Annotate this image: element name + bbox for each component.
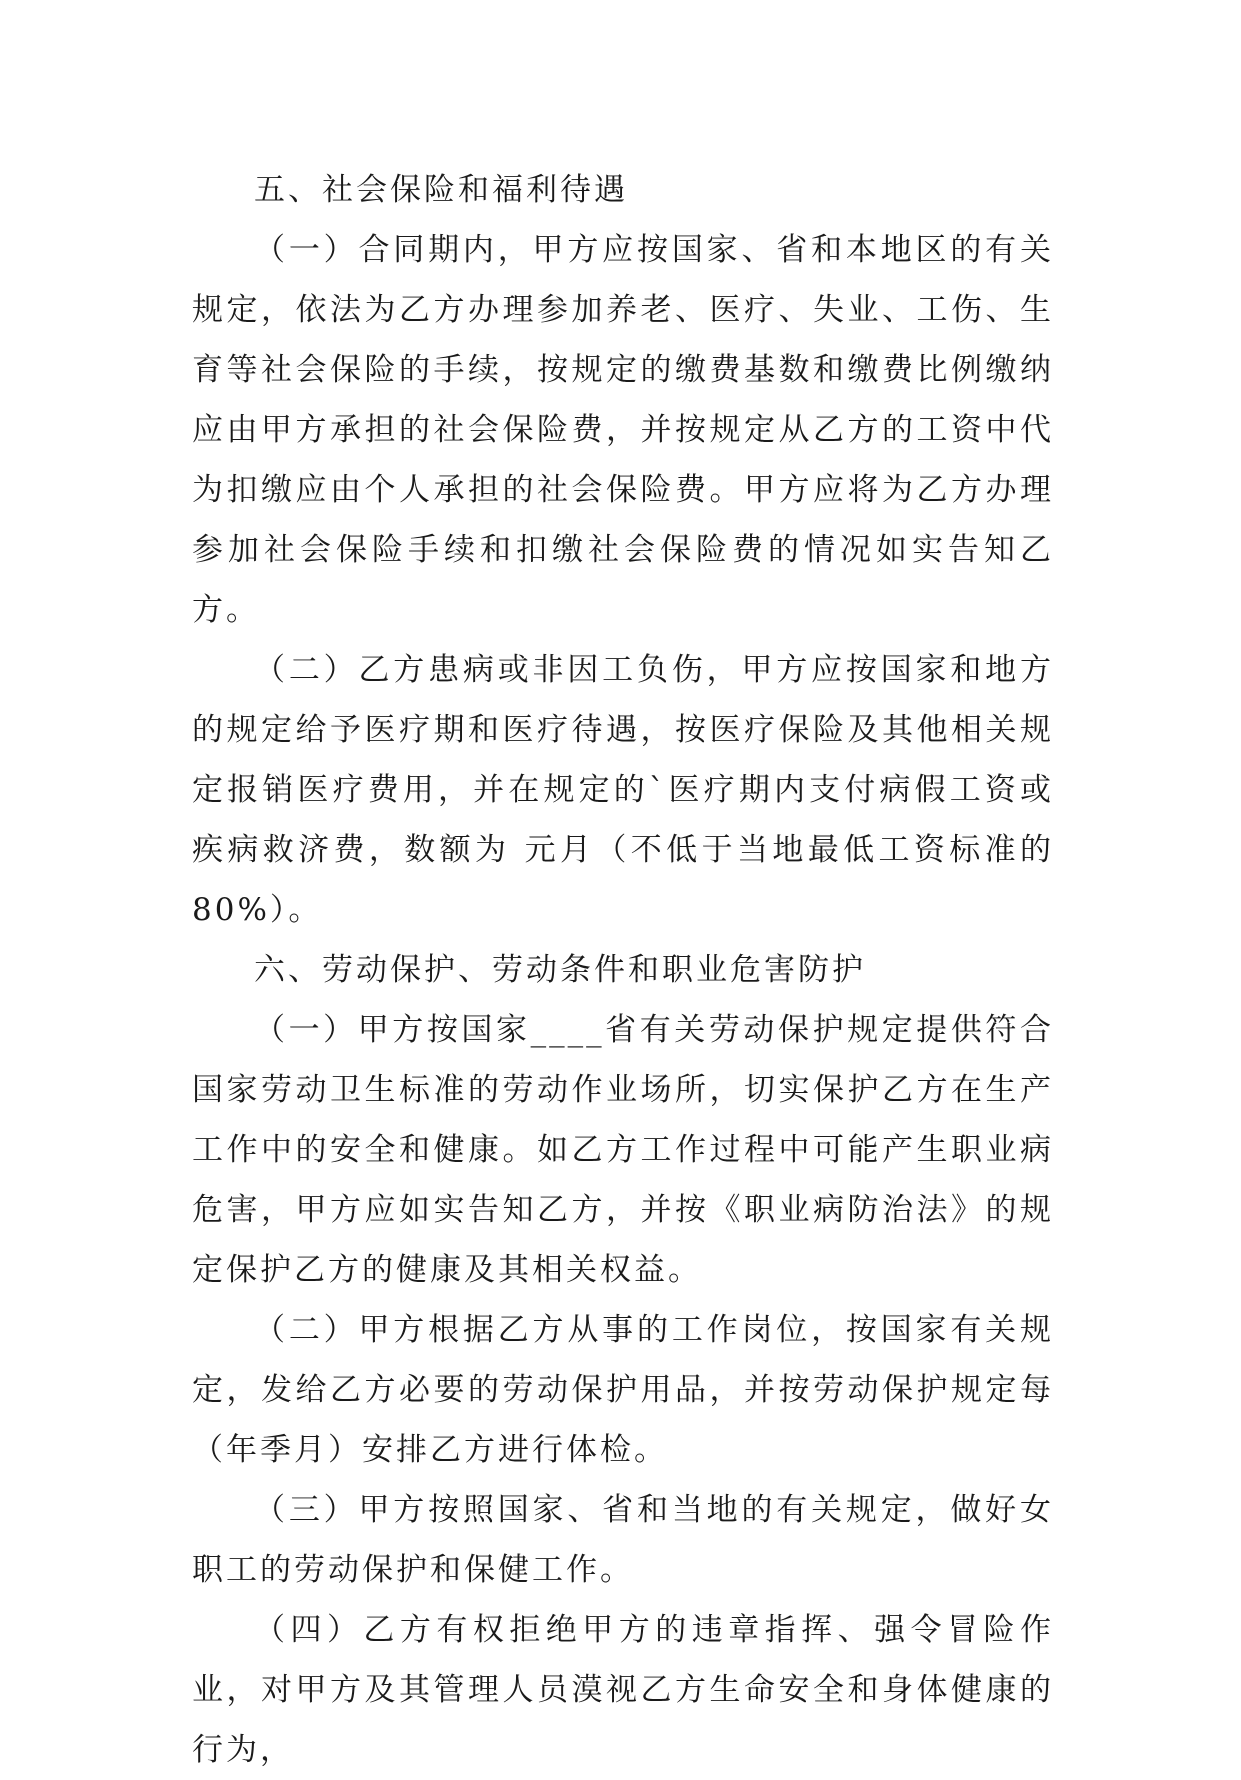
section-6-heading: 六、劳动保护、劳动条件和职业危害防护 (254, 952, 866, 988)
document-body (192, 160, 1054, 1780)
section-6-paragraph-2: （二）甲方根据乙方从事的工作岗位，按国家有关规定，发给乙方必要的劳动保护用品，并按劳动保护规定每 （年季月）安排乙方进行体检。 (192, 1312, 1054, 1468)
section-5-paragraph-2: （二）乙方患病或非因工负伤，甲方应按国家和地方的规定给予医疗期和医疗待遇，按医疗保险及其他相关规定报销医疗费用，并在规定的`医疗期内支付病假工资或疾病救济费，数额为 元月（不低于当地最低工资标准的80%）。 (192, 652, 1054, 928)
section-5-heading: 五、社会保险和福利待遇 (254, 172, 628, 208)
section-5-paragraph-1: （一）合同期内，甲方应按国家、省和本地区的有关规定，依法为乙方办理参加养老、医疗、失业、工伤、生育等社会保险的手续，按规定的缴费基数和缴费比例缴纳应由甲方承担的社会保险费，并按规定从乙方的工资中代为扣缴应由个人承担的社会保险费。甲方应将为乙方办理参加社会保险手续和扣缴社会保险费的情况如实告知乙方。 (192, 232, 1054, 628)
section-6-paragraph-4: （四）乙方有权拒绝甲方的违章指挥、强令冒险作业，对甲方及其管理人员漠视乙方生命安全和身体健康的行为， (192, 1612, 1054, 1768)
section-6-paragraph-3: （三）甲方按照国家、省和当地的有关规定，做好女职工的劳动保护和保健工作。 (192, 1492, 1054, 1588)
section-6-paragraph-1: （一）甲方按国家____省有关劳动保护规定提供符合国家劳动卫生标准的劳动作业场所，切实保护乙方在生产工作中的安全和健康。如乙方工作过程中可能产生职业病危害，甲方应如实告知乙方，并按《职业病防治法》的规定保护乙方的健康及其相关权益。 (192, 1012, 1054, 1288)
